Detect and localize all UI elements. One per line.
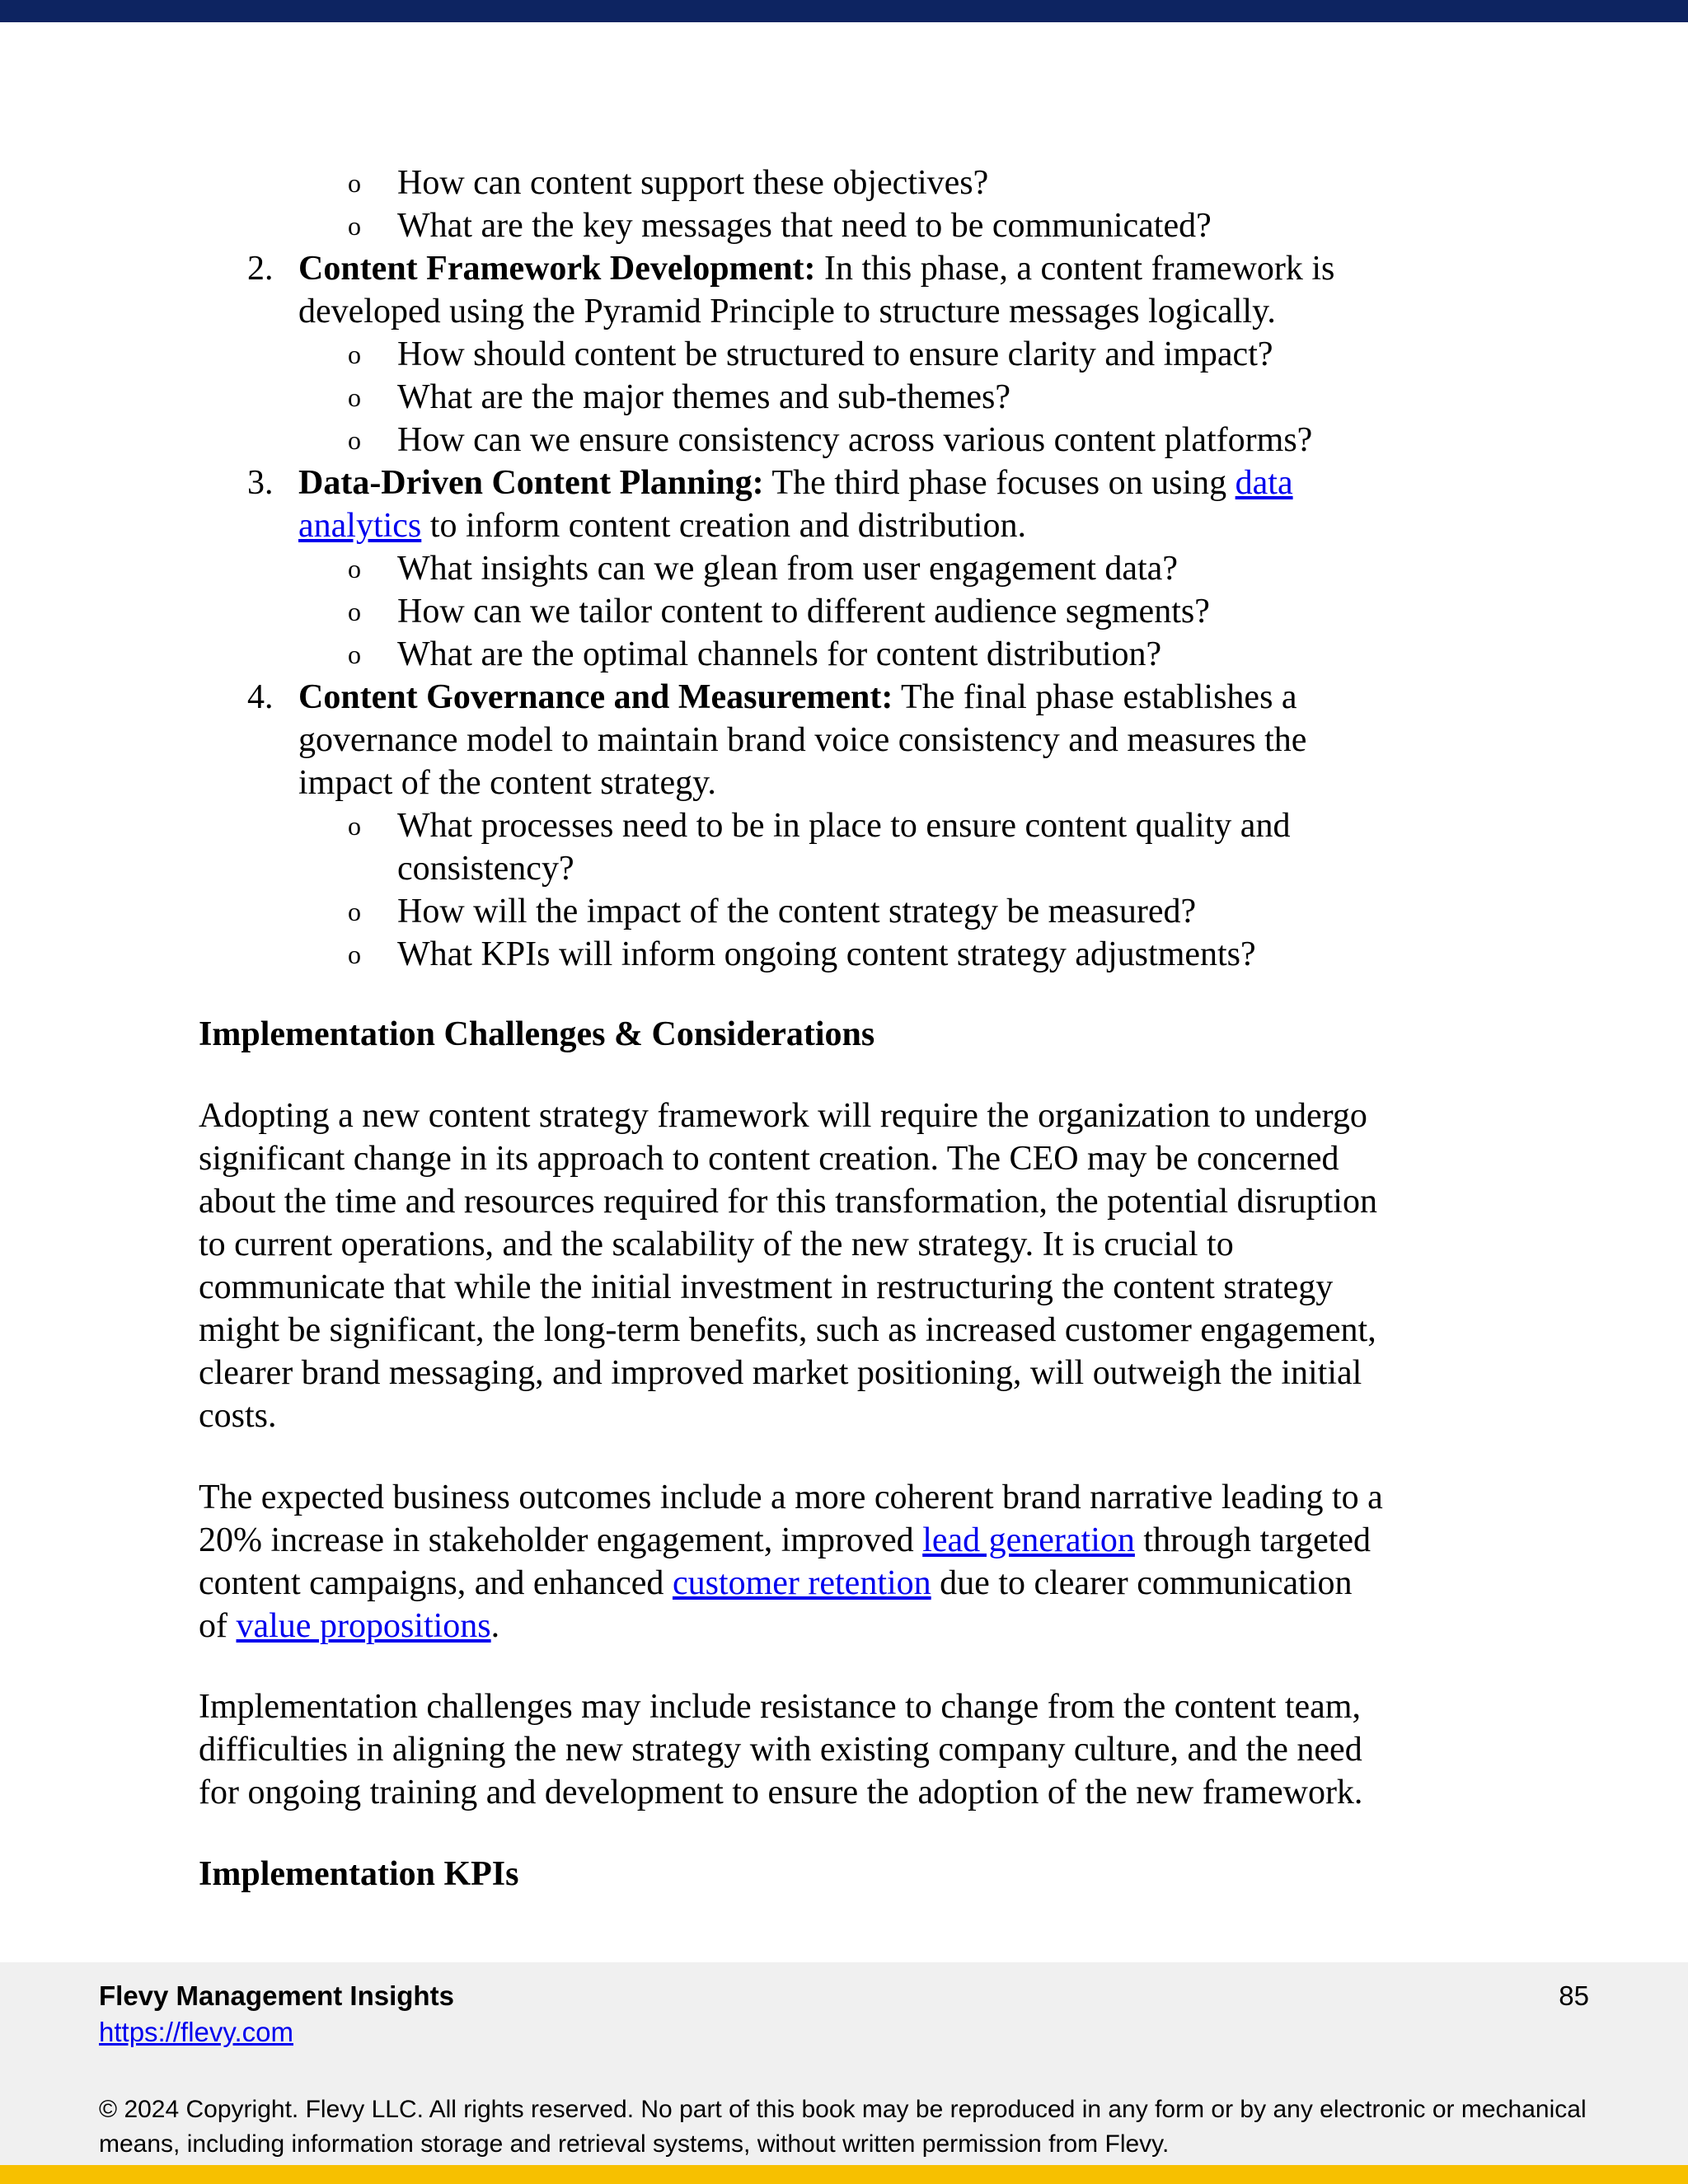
- bullet-icon: o: [348, 811, 361, 841]
- list-item-text: In this phase, a content framework is: [815, 250, 1335, 288]
- bullet-icon: o: [348, 640, 361, 669]
- bullet-icon: o: [348, 940, 361, 969]
- list-item-title: Content Framework Development:: [298, 250, 816, 288]
- bullet-icon: o: [348, 168, 361, 198]
- paragraph-line: [199, 1605, 499, 1647]
- list-item-text: developed using the Pyramid Principle to structure messages logically.: [298, 293, 1276, 330]
- list-item-3: [298, 462, 1293, 504]
- sub-bullet-text: What are the major themes and sub-themes?: [397, 378, 1011, 416]
- paragraph-line: [199, 1562, 1352, 1605]
- bullet-icon: o: [348, 340, 361, 369]
- list-item-2: [298, 247, 1334, 290]
- list-item-title: Data-Driven Content Planning:: [298, 464, 764, 502]
- sub-bullet-text: How can content support these objectives?: [397, 164, 989, 202]
- paragraph-text: due to clearer communication: [931, 1564, 1353, 1602]
- bullet-icon: o: [348, 211, 361, 241]
- paragraph-text: 20% increase in stakeholder engagement, improved: [199, 1521, 923, 1559]
- sub-bullet-text: What insights can we glean from user engagement data?: [397, 550, 1178, 588]
- data-analytics-link[interactable]: data: [1235, 464, 1293, 502]
- section-heading: Implementation Challenges & Considerations: [199, 1015, 875, 1053]
- copyright-notice: © 2024 Copyright. Flevy LLC. All rights reserved. No part of this book may be reproduced in any form or by any electronic or mechanical means, including information storage and retrieval systems, without written permission from Flevy.: [99, 2096, 1587, 2158]
- sub-bullet-text: What processes need to be in place to ensure content quality and: [397, 807, 1291, 845]
- paragraph-line: costs.: [199, 1397, 277, 1435]
- paragraph-text: .: [490, 1607, 500, 1645]
- paragraph-text: content campaigns, and enhanced: [199, 1564, 673, 1602]
- list-item-4: [298, 676, 1297, 719]
- list-item-text: to inform content creation and distribution.: [421, 507, 1026, 545]
- bullet-icon: o: [348, 554, 361, 583]
- bullet-icon: o: [348, 897, 361, 926]
- paragraph-line: [199, 1519, 1371, 1562]
- paragraph-line: Implementation challenges may include resistance to change from the content team,: [199, 1688, 1361, 1726]
- list-number: 2.: [247, 250, 274, 288]
- sub-bullet-text: consistency?: [397, 850, 574, 888]
- list-item-text: The final phase establishes a: [893, 678, 1297, 716]
- paragraph-line: might be significant, the long-term benefits, such as increased customer engagement,: [199, 1311, 1376, 1349]
- footer-title: Flevy Management Insights: [99, 1980, 454, 2011]
- list-item-text: impact of the content strategy.: [298, 764, 716, 802]
- sub-bullet-text: What are the optimal channels for content distribution?: [397, 635, 1162, 673]
- paragraph-line: Adopting a new content strategy framework will require the organization to undergo: [199, 1097, 1367, 1135]
- paragraph-line: for ongoing training and development to ensure the adoption of the new framework.: [199, 1774, 1363, 1811]
- sub-bullet-text: How can we ensure consistency across various content platforms?: [397, 421, 1313, 459]
- list-number: 3.: [247, 464, 274, 502]
- paragraph-line: clearer brand messaging, and improved market positioning, will outweigh the initial: [199, 1354, 1362, 1392]
- bullet-icon: o: [348, 425, 361, 455]
- list-number: 4.: [247, 678, 274, 716]
- paragraph-line: The expected business outcomes include a more coherent brand narrative leading to a: [199, 1479, 1383, 1516]
- footer-url-link[interactable]: https://flevy.com: [99, 2017, 293, 2047]
- paragraph-text: through targeted: [1134, 1521, 1372, 1559]
- paragraph-line: to current operations, and the scalability of the new strategy. It is crucial to: [199, 1226, 1234, 1263]
- list-item-text-cont: [298, 504, 1026, 547]
- list-item-text: The third phase focuses on using: [763, 464, 1236, 502]
- bullet-icon: o: [348, 382, 361, 412]
- list-item-title: Content Governance and Measurement:: [298, 678, 893, 716]
- sub-bullet-text: How will the impact of the content strategy be measured?: [397, 893, 1197, 930]
- sub-bullet-text: What KPIs will inform ongoing content strategy adjustments?: [397, 935, 1256, 973]
- bottom-accent-bar: [0, 2165, 1688, 2184]
- bullet-icon: o: [348, 597, 361, 626]
- page-footer: [0, 1962, 1688, 2165]
- paragraph-line: about the time and resources required for this transformation, the potential disruption: [199, 1183, 1377, 1221]
- paragraph-line: significant change in its approach to content creation. The CEO may be concerned: [199, 1140, 1339, 1178]
- sub-bullet-text: How should content be structured to ensure clarity and impact?: [397, 335, 1273, 373]
- section-heading: Implementation KPIs: [199, 1855, 519, 1893]
- page-number: 85: [1559, 1980, 1589, 2011]
- top-accent-bar: [0, 0, 1688, 22]
- value-propositions-link[interactable]: value propositions: [236, 1607, 491, 1645]
- lead-generation-link[interactable]: lead generation: [922, 1521, 1135, 1559]
- data-analytics-link-cont[interactable]: analytics: [298, 507, 422, 545]
- paragraph-line: difficulties in aligning the new strategy with existing company culture, and the need: [199, 1731, 1362, 1769]
- list-item-text: governance model to maintain brand voice consistency and measures the: [298, 721, 1307, 759]
- sub-bullet-text: What are the key messages that need to be communicated?: [397, 207, 1212, 245]
- sub-bullet-text: How can we tailor content to different audience segments?: [397, 593, 1210, 630]
- customer-retention-link[interactable]: customer retention: [672, 1564, 931, 1602]
- paragraph-text: of: [199, 1607, 237, 1645]
- paragraph-line: communicate that while the initial investment in restructuring the content strategy: [199, 1268, 1334, 1306]
